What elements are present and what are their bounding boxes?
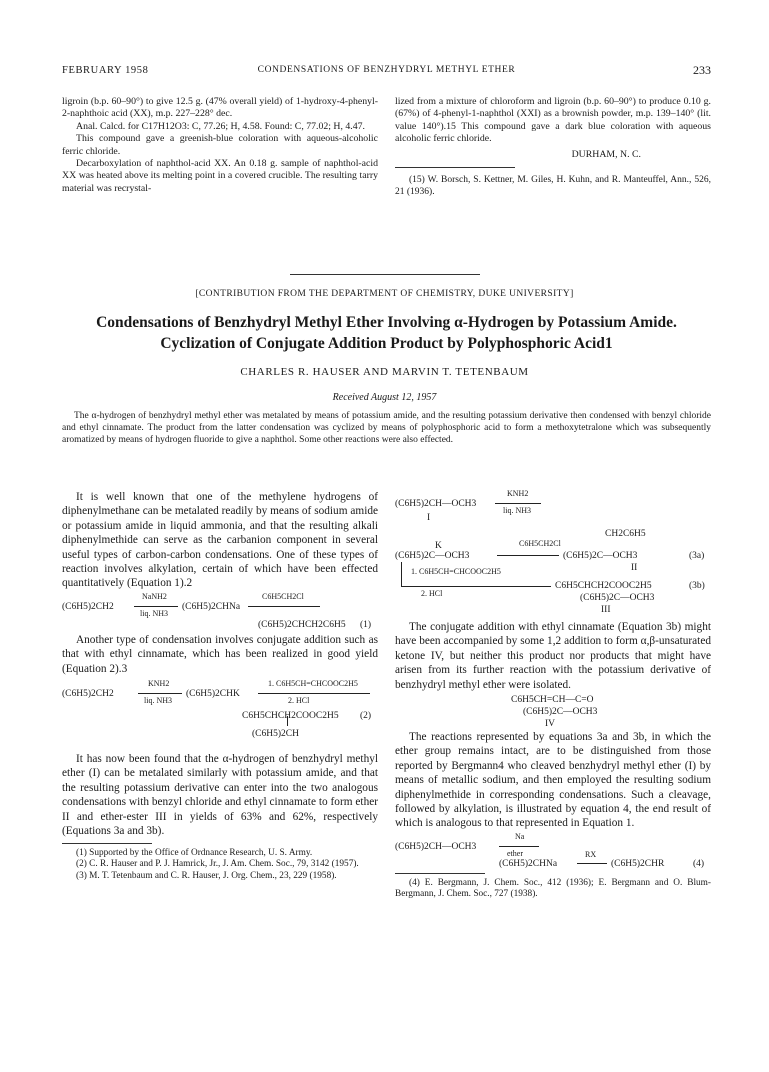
footnote-divider: [62, 843, 152, 844]
location-signature: DURHAM, N. C.: [571, 148, 641, 160]
eq2-step1: 1. C6H5CH=CHCOOC2H5: [268, 679, 358, 689]
paragraph: The reactions represented by equations 3a and 3b, in which the ether group remains intact, are to be distinguished from those reported by Bergmann4 who cleaved benzhydryl methyl ether (I) by means of metallic sodium, and then employed the resulting sodium diphenylmethide in corresponding condensations. Such a cleavage, followed by alkylation, is illustrated by equation 4, the end result of which is analogous to that represented in Equation 1.: [395, 731, 711, 830]
eq3-step2: 2. HCl: [421, 589, 443, 598]
reaction-arrow: [401, 586, 551, 587]
eq2-solvent: liq. NH3: [144, 696, 172, 706]
eq3-substituent: CH2C6H5: [605, 529, 646, 539]
paragraph: It is well known that one of the methylene hydrogens of diphenylmethane can be metalated readily by means of sodium amide or potassium amide in liquid ammonia, and that the resulting alkali diphenylmethide can serve as the carbanion component in several useful types of carbon-carbon condensations. One of these types of reaction involves alkylation, certain of which have been effected quantitatively (Equation 1).2: [62, 491, 378, 590]
footnote-2: (2) C. R. Hauser and P. J. Hamrick, Jr., J. Am. Chem. Soc., 79, 3142 (1957).: [76, 859, 359, 869]
eq2-reagent: KNH2: [148, 679, 170, 689]
eq3-reactant: (C6H5)2CH—OCH3: [395, 499, 477, 509]
eq4-solvent: ether: [507, 848, 523, 858]
iv-top: C6H5CH=CH—C=O: [511, 695, 594, 706]
equation-4: [395, 831, 711, 869]
bond-line: [287, 716, 288, 726]
eq3a-number: (3a): [689, 551, 705, 561]
body-left-column: [62, 490, 378, 882]
page-number: 233: [693, 63, 711, 77]
decarboxylation-text: Decarboxylation of naphthol-acid XX. An 0.18 g. sample of naphthol-acid XX was heated above its melting point in a covered crucible. The resulting tarry material was recrystal-: [62, 158, 378, 194]
previous-article-right: [395, 96, 711, 199]
equation-2: [62, 676, 378, 752]
eq3-product-b-sub: (C6H5)2C—OCH3: [580, 593, 655, 603]
eq3-product-b: C6H5CHCH2COOC2H5: [555, 581, 652, 591]
footnote-divider: [395, 873, 485, 874]
eq2-reactant: (C6H5)2CH2: [62, 689, 114, 700]
eq3b-number: (3b): [689, 581, 705, 591]
eq3-step1: 1. C6H5CH=CHCOOC2H5: [411, 567, 501, 576]
reaction-arrow: [248, 606, 320, 607]
eq4-reactant: (C6H5)2CH—OCH3: [395, 841, 477, 852]
eq4-product: (C6H5)2CHR: [611, 858, 665, 869]
eq4-reagent2: RX: [585, 849, 597, 859]
eq2-step2: 2. HCl: [288, 696, 310, 706]
paragraph: The conjugate addition with ethyl cinnamate (Equation 3b) might have been accompanied by some 1,2 addition to form α,β-unsaturated ketone IV, but neither this product nor products that might have arisen from its further reaction with the potassium derivative of benzhydryl methyl ether were isolated.: [395, 621, 711, 691]
authors: CHARLES R. HAUSER AND MARVIN T. TETENBAUM: [240, 366, 529, 378]
eq2-intermediate: (C6H5)2CHK: [186, 689, 240, 700]
footnote-3: (3) M. T. Tetenbaum and C. R. Hauser, J. Org. Chem., 23, 229 (1958).: [76, 870, 337, 881]
body-right-column: [395, 486, 711, 901]
equation-1: [62, 591, 378, 633]
label-III: III: [601, 605, 611, 615]
footnote-15: (15) W. Borsch, S. Kettner, M. Giles, H. Kuhn, and R. Manteuffel, Ann., 526, 21 (1936).: [395, 175, 711, 198]
contribution-line: [CONTRIBUTION FROM THE DEPARTMENT OF CHEMISTRY, DUKE UNIVERSITY]: [195, 289, 574, 299]
header-date: FEBRUARY 1958: [62, 65, 149, 76]
experimental-text: ligroin (b.p. 60–90°) to give 12.5 g. (47% overall yield) of 1-hydroxy-4-phenyl-2-naphthoic acid (XX), m.p. 227–228° dec.: [62, 96, 378, 120]
eq1-reactant: (C6H5)2CH2: [62, 601, 114, 612]
running-header: [62, 64, 711, 78]
eq1-reagent2: C6H5CH2Cl: [262, 591, 304, 601]
eq2-number: (2): [360, 711, 372, 722]
footnote-4: (4) E. Bergmann, J. Chem. Soc., 412 (1936); E. Bergmann and O. Blum-Bergmann, J. Chem. Soc., 727 (1938).: [395, 877, 711, 900]
article-title: Condensations of Benzhydryl Methyl Ether Involving α-Hydrogen by Potassium Amide. Cyclization of Conjugate Addition Product by Polyphosphoric Acid1: [96, 314, 677, 352]
eq3-k: K: [435, 541, 442, 551]
previous-article-left: [62, 96, 378, 195]
eq1-solvent: liq. NH3: [140, 608, 168, 618]
reaction-arrow: [499, 846, 539, 847]
eq4-number: (4): [693, 858, 705, 869]
footnotes: [62, 848, 378, 883]
reaction-arrow: [577, 863, 607, 864]
eq3-solvent: liq. NH3: [503, 506, 531, 515]
reaction-arrow: [138, 693, 182, 694]
paragraph: Another type of condensation involves conjugate addition such as that with ethyl cinnamate, which has been realized in good yield (Equation 2).3: [62, 633, 378, 675]
reaction-arrow: [497, 555, 559, 556]
footnote-1: (1) Supported by the Office of Ordnance Research, U. S. Army.: [76, 847, 313, 858]
paragraph: It has now been found that the α-hydrogen of benzhydryl methyl ether (I) can be metalated similarly with potassium amide, and that the resulting potassium derivative can enter into the two analogous condensations with benzyl chloride and ethyl cinnamate to form ether II and ether-ester III in yields of 63% and 62%, respectively (Equations 3a and 3b).: [62, 753, 378, 838]
eq3-reagent-a: C6H5CH2Cl: [519, 539, 561, 548]
eq2-product: C6H5CHCH2COOC2H5: [242, 711, 339, 722]
iv-bottom: (C6H5)2C—OCH3: [523, 707, 598, 718]
header-title: CONDENSATIONS OF BENZHYDRYL METHYL ETHER: [257, 65, 516, 75]
eq1-reagent: NaNH2: [142, 591, 167, 601]
label-II: II: [631, 563, 638, 573]
eq2-product-sub: (C6H5)2CH: [252, 729, 299, 740]
footnotes: [395, 878, 711, 901]
coloration-text: This compound gave a greenish-blue coloration with aqueous-alcoholic ferric chloride.: [62, 133, 378, 157]
reaction-arrow: [258, 693, 370, 694]
eq1-intermediate: (C6H5)2CHNa: [182, 601, 241, 612]
reaction-arrow: [134, 606, 178, 607]
label-I: I: [427, 513, 431, 523]
article-separator: [290, 274, 480, 275]
eq3-reagent: KNH2: [507, 489, 529, 498]
eq1-number: (1): [360, 619, 372, 630]
reaction-arrow: [495, 503, 541, 504]
eq1-product: (C6H5)2CHCH2C6H5: [258, 619, 346, 630]
label-IV: IV: [545, 719, 556, 730]
abstract: The α-hydrogen of benzhydryl methyl ether was metalated by means of potassium amide, and the resulting potassium derivative then condensed with benzyl chloride and ethyl cinnamate. The product from the latter condensation was cyclized by means of polyphosphoric acid to form a methoxytetralone which was subsequently aromatized by means of hydrogen fluoride to give a naphthol. Some other reactions were also effected.: [62, 411, 711, 445]
received-date: Received August 12, 1957: [332, 392, 437, 403]
eq3-potassium: (C6H5)2C—OCH3: [395, 551, 470, 561]
analysis-text: Anal. Calcd. for C17H12O3: C, 77.26; H, 4.58. Found: C, 77.02; H, 4.47.: [76, 120, 366, 132]
structure-IV: [395, 692, 711, 730]
eq4-intermediate: (C6H5)2CHNa: [499, 858, 558, 869]
bond-line: [401, 562, 402, 586]
eq4-reagent: Na: [515, 831, 525, 841]
footnote-divider: [395, 167, 515, 168]
experimental-text-cont: lized from a mixture of chloroform and ligroin (b.p. 60–90°) to produce 0.10 g. (67%) of 4-phenyl-1-naphthol (XXI) as a brownish powder, m.p. 139–140° (lit. value 140°).15 This compound gave a dark blue coloration with aqueous alcoholic ferric chloride.: [395, 96, 711, 145]
eq3-product-a: (C6H5)2C—OCH3: [563, 551, 638, 561]
equation-3: [395, 486, 711, 616]
